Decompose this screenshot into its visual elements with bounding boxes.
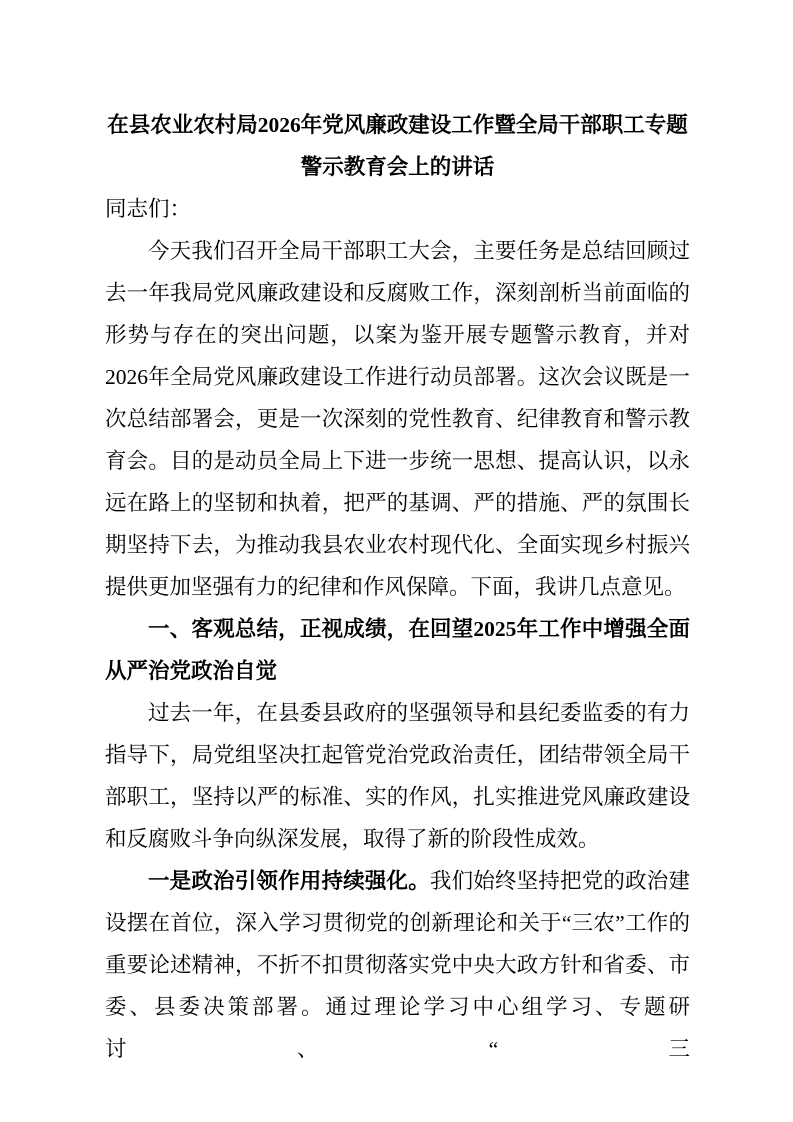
title-line-1: 在县农业农村局2026年党风廉政建设工作暨全局干部职工专题 bbox=[107, 113, 688, 137]
title-line-2: 警示教育会上的讲话 bbox=[300, 155, 495, 179]
document-content bbox=[105, 104, 690, 1070]
point1-body-text: 我们始终坚持把党的政治建设摆在首位，深入学习贯彻党的创新理论和关于“三农”工作的重要论述精神，不折不扣贯彻落实党中央大政方针和省委、市委、县委决策部署。通过理论学习中心组学习、专题研讨、“三 bbox=[105, 869, 690, 1061]
section1-point1-paragraph bbox=[105, 860, 690, 1070]
section-heading-1: 一、客观总结，正视成绩，在回望2025年工作中增强全面从严治党政治自觉 bbox=[105, 617, 690, 683]
section1-overview-paragraph: 过去一年，在县委县政府的坚强领导和县纪委监委的有力指导下，局党组坚决扛起管党治党政治责任，团结带领全局干部职工，坚持以严的标准、实的作风，扎实推进党风廉政建设和反腐败斗争向纵深发展，取得了新的阶段性成效。 bbox=[105, 701, 690, 851]
salutation: 同志们： bbox=[105, 197, 192, 221]
intro-paragraph: 今天我们召开全局干部职工大会，主要任务是总结回顾过去一年我局党风廉政建设和反腐败工作，深刻剖析当前面临的形势与存在的突出问题，以案为鉴开展专题警示教育，并对2026年全局党风廉政建设工作进行动员部署。这次会议既是一次总结部署会，更是一次深刻的党性教育、纪律教育和警示教育会。目的是动员全局上下进一步统一思想、提高认识，以永远在路上的坚韧和执着，把严的基调、严的措施、严的氛围长期坚持下去，为推动我县农业农村现代化、全面实现乡村振兴提供更加坚强有力的纪律和作风保障。下面，我讲几点意见。 bbox=[105, 239, 690, 599]
document-title bbox=[105, 104, 690, 188]
point1-bold-lead: 一是政治引领作用持续强化。 bbox=[148, 869, 430, 893]
